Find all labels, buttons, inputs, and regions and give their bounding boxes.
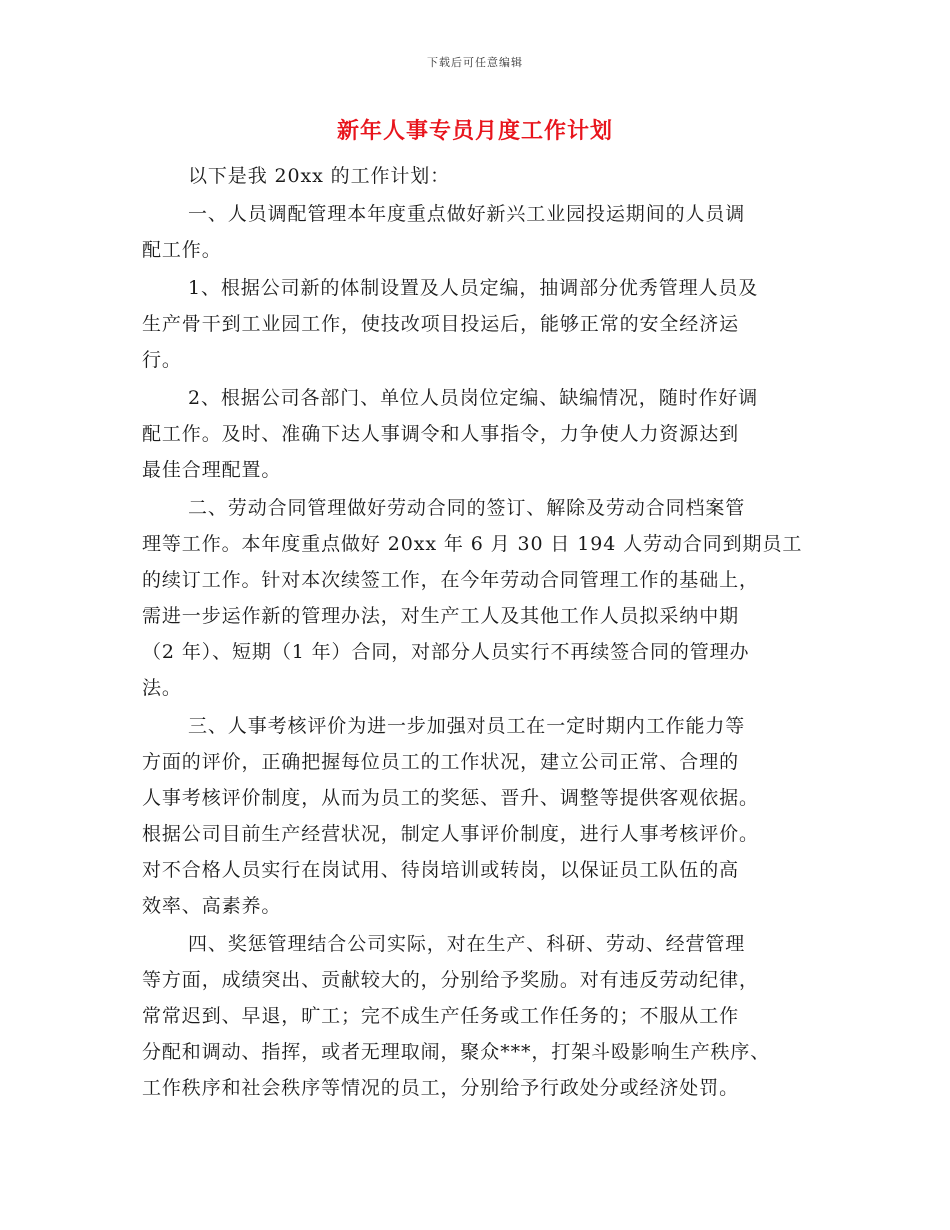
paragraph-line: 一、人员调配管理本年度重点做好新兴工业园投运期间的人员调 — [188, 203, 746, 225]
paragraph-line: 法。 — [142, 677, 182, 699]
paragraph-line: 行。 — [142, 349, 182, 371]
paragraph-line: 配工作。 — [142, 239, 222, 261]
paragraph-line: 方面的评价，正确把握每位员工的工作状况，建立公司正常、合理的 — [142, 751, 740, 773]
paragraph-line: 工作秩序和社会秩序等情况的员工，分别给予行政处分或经济处罚。 — [142, 1077, 740, 1099]
paragraph-line: 人事考核评价制度，从而为员工的奖惩、晋升、调整等提供客观依据。 — [142, 787, 759, 809]
paragraph-line: 2、根据公司各部门、单位人员岗位定编、缺编情况，随时作好调 — [188, 387, 759, 409]
paragraph-line: 三、人事考核评价为进一步加强对员工在一定时期内工作能力等 — [188, 715, 746, 737]
paragraph-line: 对不合格人员实行在岗试用、待岗培训或转岗，以保证员工队伍的高 — [142, 859, 740, 881]
paragraph-line: 四、奖惩管理结合公司实际，对在生产、科研、劳动、经营管理 — [188, 933, 746, 955]
document-title: 新年人事专员月度工作计划 — [336, 118, 613, 144]
paragraph-line: 理等工作。本年度重点做好 20xx 年 6 月 30 日 194 人劳动合同到期员工 — [142, 533, 803, 555]
paragraph-line: 分配和调动、指挥，或者无理取闹，聚众***，打架斗殴影响生产秩序、 — [142, 1041, 771, 1063]
paragraph-line: 等方面，成绩突出、贡献较大的，分别给予奖励。对有违反劳动纪律， — [142, 969, 759, 991]
paragraph-line: 以下是我 20xx 的工作计划： — [188, 165, 451, 187]
paragraph-line: 常常迟到、早退，旷工；完不成生产任务或工作任务的；不服从工作 — [142, 1005, 740, 1027]
header-note: 下载后可任意编辑 — [427, 56, 523, 69]
paragraph-line: 的续订工作。针对本次续签工作，在今年劳动合同管理工作的基础上， — [142, 569, 759, 591]
paragraph-line: 二、劳动合同管理做好劳动合同的签订、解除及劳动合同档案管 — [188, 497, 746, 519]
paragraph-line: 效率、高素养。 — [142, 895, 282, 917]
paragraph-line: 需进一步运作新的管理办法，对生产工人及其他工作人员拟采纳中期 — [142, 605, 740, 627]
paragraph-line: 生产骨干到工业园工作，使技改项目投运后，能够正常的安全经济运 — [142, 313, 740, 335]
paragraph-line: 最佳合理配置。 — [142, 459, 282, 481]
paragraph-line: 配工作。及时、准确下达人事调令和人事指令，力争使人力资源达到 — [142, 423, 740, 445]
paragraph-line: 1、根据公司新的体制设置及人员定编，抽调部分优秀管理人员及 — [188, 277, 759, 299]
document-body — [142, 158, 812, 1106]
paragraph-line: （2 年）、短期（1 年）合同，对部分人员实行不再续签合同的管理办 — [142, 641, 750, 663]
paragraph-line: 根据公司目前生产经营状况，制定人事评价制度，进行人事考核评价。 — [142, 823, 759, 845]
